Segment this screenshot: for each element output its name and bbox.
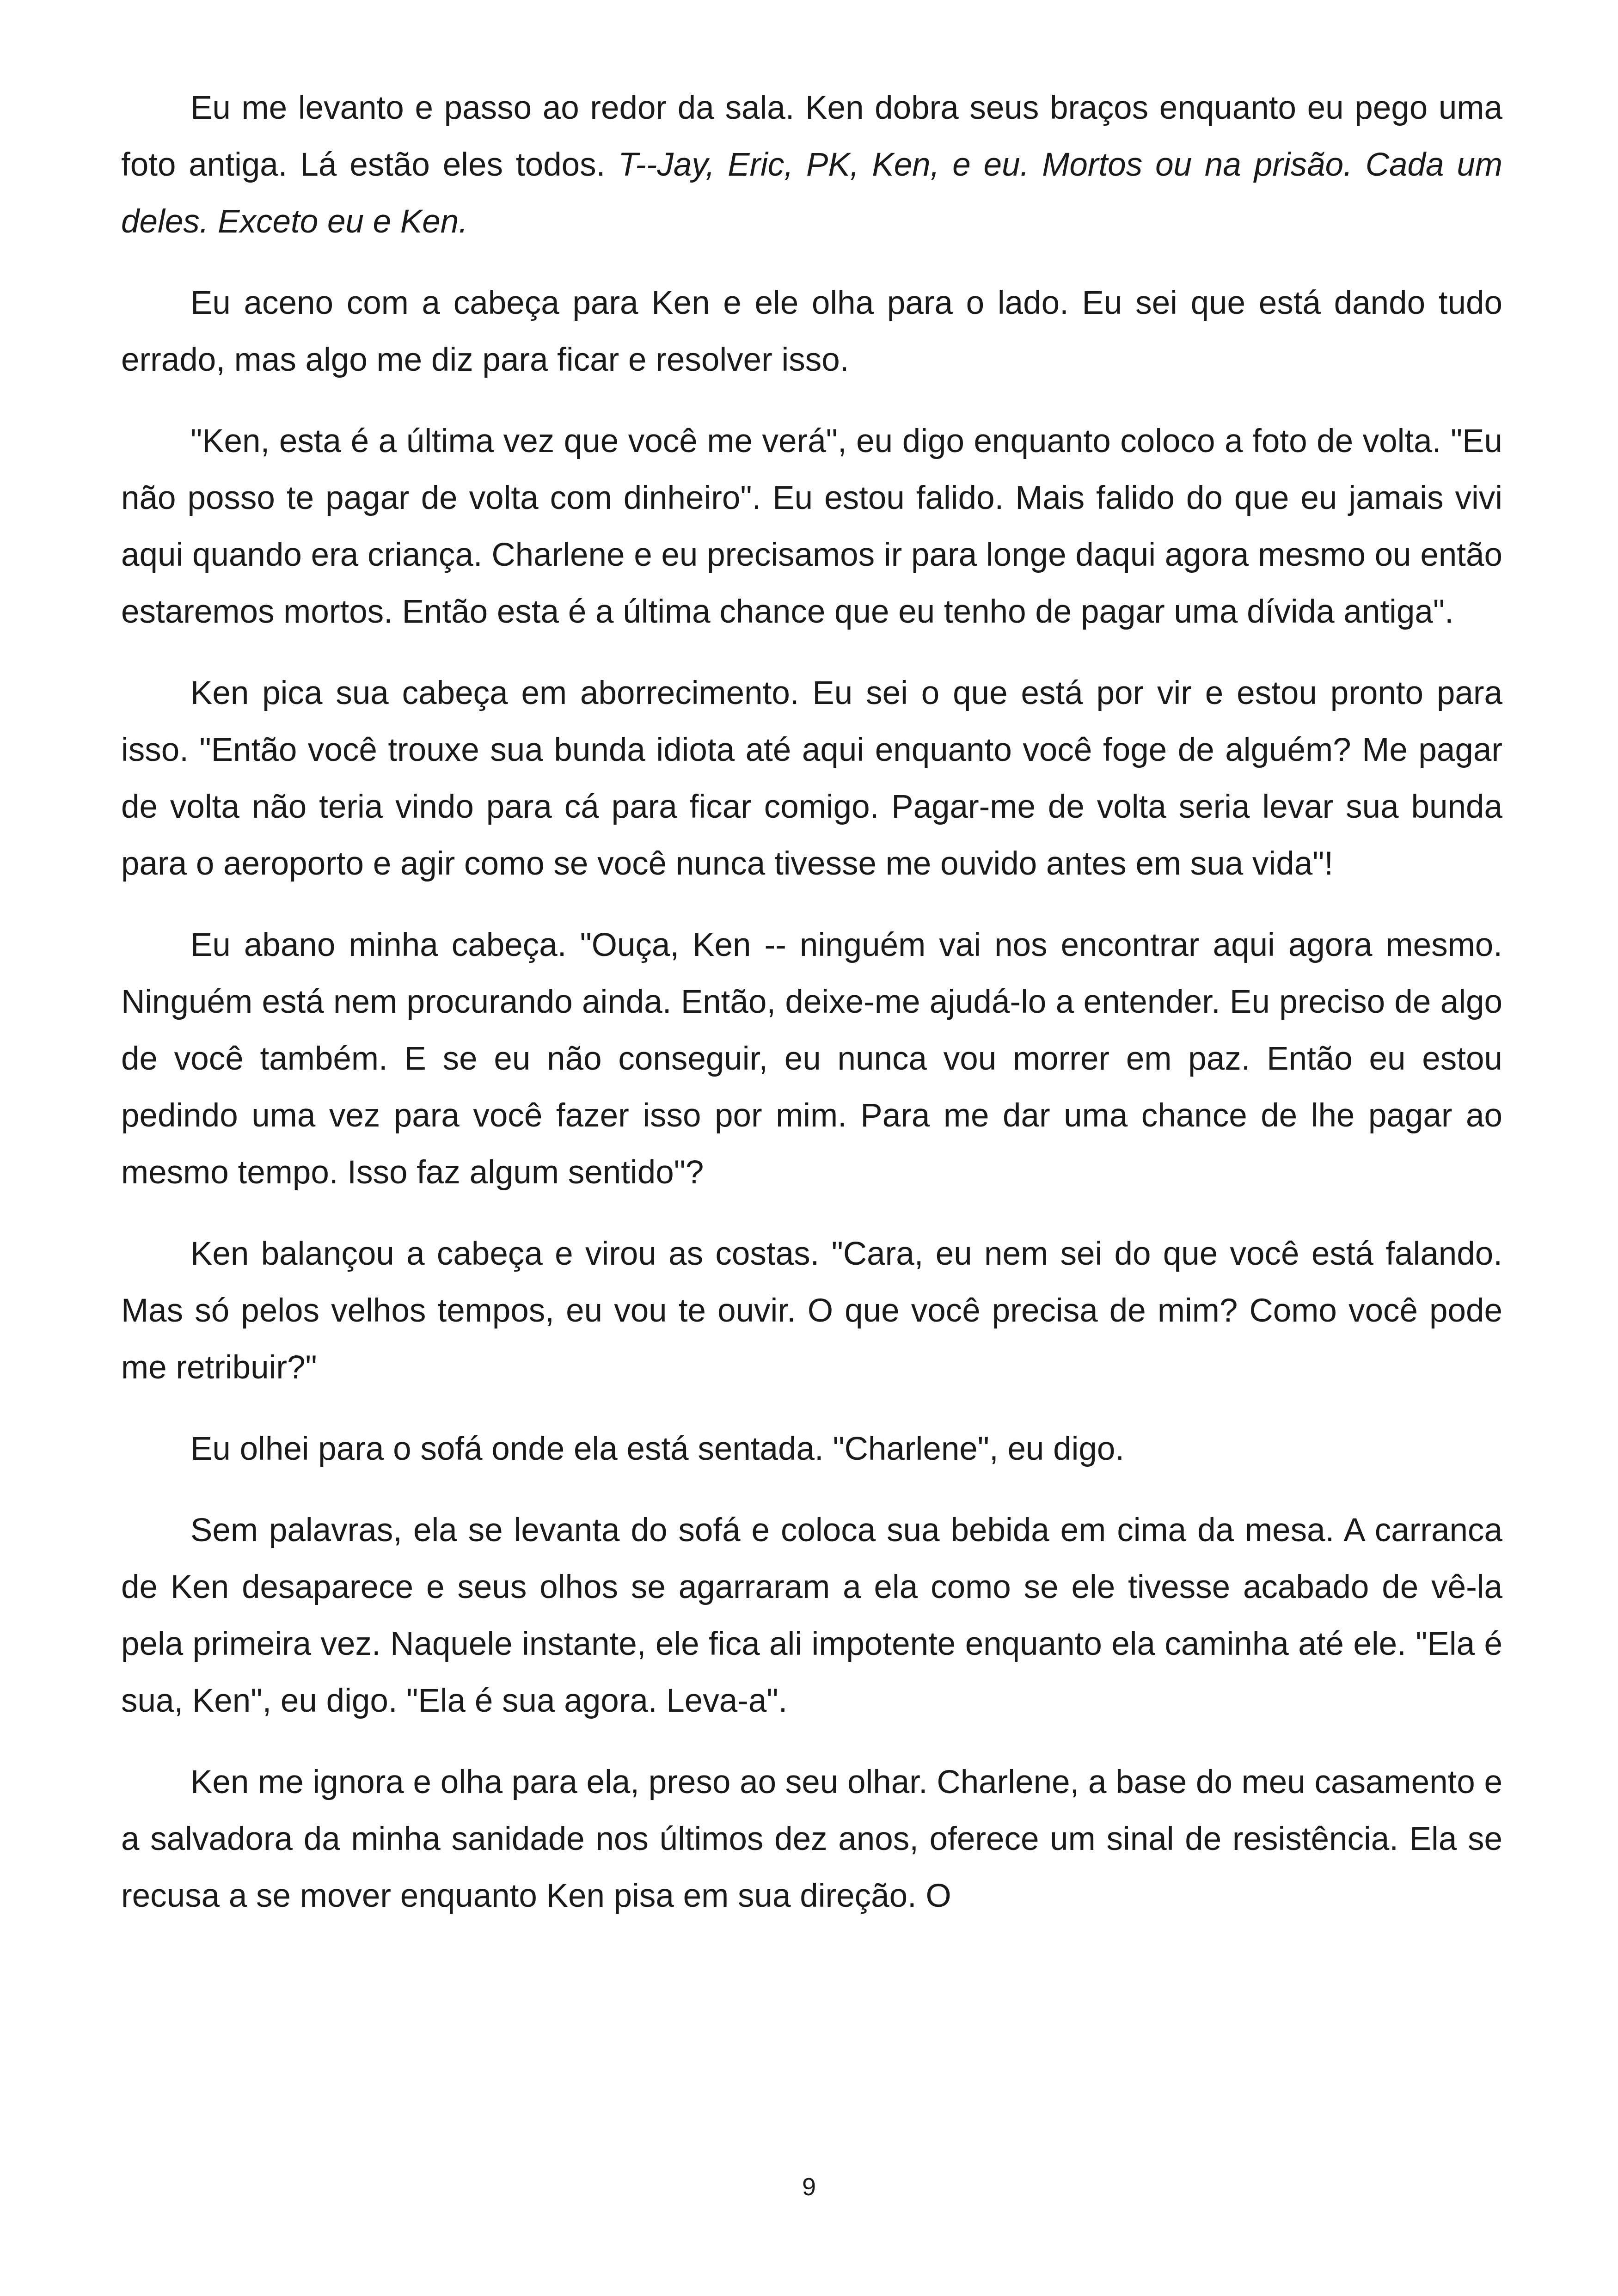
page-number: 9 <box>802 2173 816 2201</box>
paragraph-1-text: Eu me levanto e passo ao redor da sala. Ken dobra seus braços enquanto eu pego uma foto antiga. Lá estão eles todos. <box>121 90 1502 183</box>
paragraph-1-italic-text: T--Jay, Eric, PK, Ken, e eu. Mortos ou na prisão. Cada um deles. Exceto eu e Ken. <box>121 147 1502 240</box>
paragraph-7: Eu olhei para o sofá onde ela está sentada. "Charlene", eu digo. <box>190 1431 1125 1467</box>
paragraph-8: Sem palavras, ela se levanta do sofá e coloca sua bebida em cima da mesa. A carranca de Ken desaparece e seus olhos se agarraram a ela como se ele tivesse acabado de vê-la pela primeira vez. Naquele instante, ele fica ali impotente enquanto ela caminha até ele. "Ela é sua, Ken", eu digo. "Ela é sua agora. Leva-a". <box>121 1512 1502 1719</box>
paragraph-5: Eu abano minha cabeça. "Ouça, Ken -- ninguém vai nos encontrar aqui agora mesmo. Ninguém está nem procurando ainda. Então, deixe-me ajudá-lo a entender. Eu preciso de algo de você também. E se eu não conseguir, eu nunca vou morrer em paz. Então eu estou pedindo uma vez para você fazer isso por mim. Para me dar uma chance de lhe pagar ao mesmo tempo. Isso faz algum sentido"? <box>121 927 1502 1191</box>
paragraph-4: Ken pica sua cabeça em aborrecimento. Eu sei o que está por vir e estou pronto para isso. "Então você trouxe sua bunda idiota até aqui enquanto você foge de alguém? Me pagar de volta não teria vindo para cá para ficar comigo. Pagar-me de volta seria levar sua bunda para o aeroporto e agir como se você nunca tivesse me ouvido antes em sua vida"! <box>121 675 1502 882</box>
paragraph-6: Ken balançou a cabeça e virou as costas. "Cara, eu nem sei do que você está falando. Mas só pelos velhos tempos, eu vou te ouvir. O que você precisa de mim? Como você pode me retribuir?" <box>121 1236 1502 1386</box>
paragraph-3: "Ken, esta é a última vez que você me verá", eu digo enquanto coloco a foto de volta. "Eu não posso te pagar de volta com dinheiro". Eu estou falido. Mais falido do que eu jamais vivi aqui quando era criança. Charlene e eu precisamos ir para longe daqui agora mesmo ou então estaremos mortos. Então esta é a última chance que eu tenho de pagar uma dívida antiga". <box>121 423 1502 630</box>
paragraph-2: Eu aceno com a cabeça para Ken e ele olha para o lado. Eu sei que está dando tudo errado, mas algo me diz para ficar e resolver isso. <box>121 285 1502 378</box>
paragraph-1 <box>121 80 1502 250</box>
paragraph-9: Ken me ignora e olha para ela, preso ao seu olhar. Charlene, a base do meu casamento e a salvadora da minha sanidade nos últimos dez anos, oferece um sinal de resistência. Ela se recusa a se mover enquanto Ken pisa em sua direção. O <box>121 1764 1502 1914</box>
page-body <box>121 80 1502 1949</box>
